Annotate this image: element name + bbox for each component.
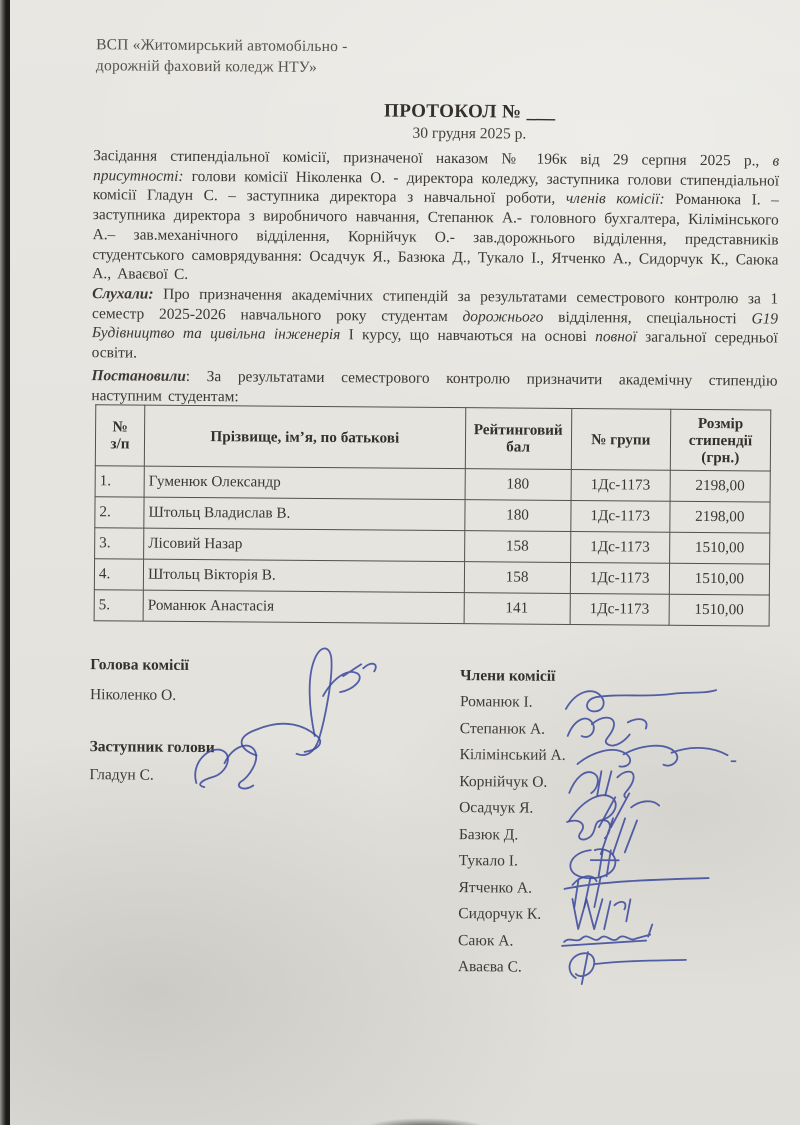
cell-group: 1Дс-1173 [571, 469, 670, 501]
deputy-role-label: Заступник голови [89, 738, 215, 757]
intro-seg3: голови комісії Ніколенка О. - директора коледжу, заступника голови стипендіальної комісії Гладун С. – заступника директора з навчальної роботи, [92, 167, 780, 208]
member-name: Базюк Д. [458, 826, 519, 844]
member-row [459, 799, 533, 827]
cell-name: Гуменюк Олександр [144, 466, 465, 500]
member-row [460, 720, 546, 748]
organization-name-line2: дорожній фаховий коледж НТУ» [95, 57, 318, 76]
table-row [94, 590, 769, 626]
member-row [459, 852, 518, 879]
signature-avaieva [556, 944, 726, 989]
member-row [460, 693, 533, 721]
stipend-table [94, 404, 772, 626]
title-block [354, 100, 584, 144]
cell-rating: 180 [464, 500, 570, 532]
document-date: 30 грудня 2025 р. [412, 124, 527, 143]
cell-rating: 158 [464, 562, 570, 594]
cell-group: 1Дс-1173 [570, 562, 669, 594]
intro-present-label: в присутності: [93, 152, 780, 185]
cell-number: 2. [95, 497, 144, 528]
resolved-seg1: : За результатами семестрового контролю призначити академічну стипендію наступним студентам: [91, 367, 778, 406]
cell-rating: 158 [464, 531, 570, 563]
member-name: Ятченко А. [458, 879, 533, 897]
heard-seg7: загальної середньої освіти. [91, 328, 778, 362]
heard-seg3: відділення, спеціальності [543, 308, 752, 327]
cell-stipend: 1510,00 [669, 594, 769, 626]
chair-role-label: Голова комісії [90, 656, 189, 674]
organization-name-line1: ВСП «Житомирський автомобільно - [96, 36, 348, 56]
cell-number: 1. [95, 466, 144, 497]
cell-group: 1Дс-1173 [571, 500, 670, 532]
cell-stipend: 2198,00 [670, 470, 770, 502]
cell-name: Штольц Вікторія В. [143, 559, 464, 593]
signature-hladun [182, 733, 303, 804]
document-content [2, 0, 800, 1125]
heard-label: Слухали: [92, 285, 154, 303]
intro-members-label: членів комісії: [565, 190, 665, 209]
member-row [459, 773, 547, 801]
heard-seg5: І курсу, що навчаються на основі [340, 326, 596, 346]
desk-edge-smudge [362, 1117, 492, 1125]
table-header-row [95, 405, 770, 471]
member-row [458, 905, 541, 933]
member-name: Сидорчук К. [458, 905, 542, 923]
member-name: Романюк І. [459, 693, 533, 711]
member-row [458, 958, 522, 986]
member-row [458, 879, 532, 907]
member-name: Осадчук Я. [459, 799, 534, 817]
col-header-name: Прізвище, ім’я, по батькові [144, 405, 465, 469]
member-name: Корнійчук О. [459, 773, 548, 791]
members-title: Члени комісії [460, 667, 556, 685]
intro-paragraph [92, 146, 780, 368]
organization-name [96, 34, 348, 78]
member-name: Кілімінський А. [459, 746, 566, 764]
member-name: Тукало І. [458, 852, 518, 870]
member-name: Степанюк А. [459, 720, 546, 738]
member-name: Саюк А. [458, 932, 514, 950]
member-row [458, 932, 513, 959]
cell-stipend: 2198,00 [670, 501, 770, 533]
cell-number: 5. [94, 590, 143, 621]
cell-number: 4. [94, 559, 143, 590]
cell-group: 1Дс-1173 [570, 531, 669, 563]
document-title-text: ПРОТОКОЛ № [383, 100, 522, 123]
heard-full-italic: повної [595, 328, 637, 346]
col-header-rating: Рейтинговий бал [465, 408, 572, 470]
cell-rating: 180 [465, 469, 571, 501]
member-name: Аваєва С. [457, 958, 522, 976]
chair-name: Ніколенко О. [89, 686, 177, 704]
member-row [459, 746, 565, 774]
intro-seg5: Романюка І. – заступника директора з виробничого навчання, Степанюк А.- головного бухгалтера, Кілімінського А.– зав.механічного відділення, Корнійчук О.- зав.дорожнього відділення, представників студентського самоврядування: Осадчук Я., Базюка Д., Тукало І., Ятченко А., Сидорчук К., Саюка А., Аваєвої С. [92, 191, 779, 284]
heard-seg1: Про призначення академічних стипендій за результатами семестрового контролю за 1 семестр 2025-2026 навчального року студентам [91, 285, 779, 325]
cell-name: Лісовий Назар [144, 528, 465, 562]
cell-stipend: 1510,00 [669, 563, 769, 595]
protocol-number-blank: ___ [526, 101, 556, 123]
intro-seg1: Засідання стипендіальної комісії, призначеної наказом № 196к від 29 серпня 2025 р., [93, 147, 773, 170]
cell-stipend: 1510,00 [669, 532, 769, 564]
resolved-label: Постановили [91, 367, 186, 385]
heard-dept-italic: дорожнього [462, 307, 544, 326]
heard-specialty-italic: G19 Будівництво та цивільна інженерія [91, 309, 779, 344]
cell-number: 3. [95, 528, 144, 559]
col-header-number: № з/п [95, 405, 145, 466]
cell-group: 1Дс-1173 [570, 593, 669, 625]
cell-name: Романюк Анастасія [143, 590, 464, 624]
deputy-name: Гладун С. [89, 766, 154, 784]
col-header-stipend: Розмір стипендії (грн.) [670, 409, 771, 471]
cell-name: Штольц Владислав В. [144, 497, 465, 531]
cell-rating: 141 [464, 593, 570, 625]
member-row [459, 826, 519, 853]
document-title [355, 100, 585, 124]
col-header-group: № групи [571, 408, 671, 470]
paper-sheet [10, 0, 800, 1125]
